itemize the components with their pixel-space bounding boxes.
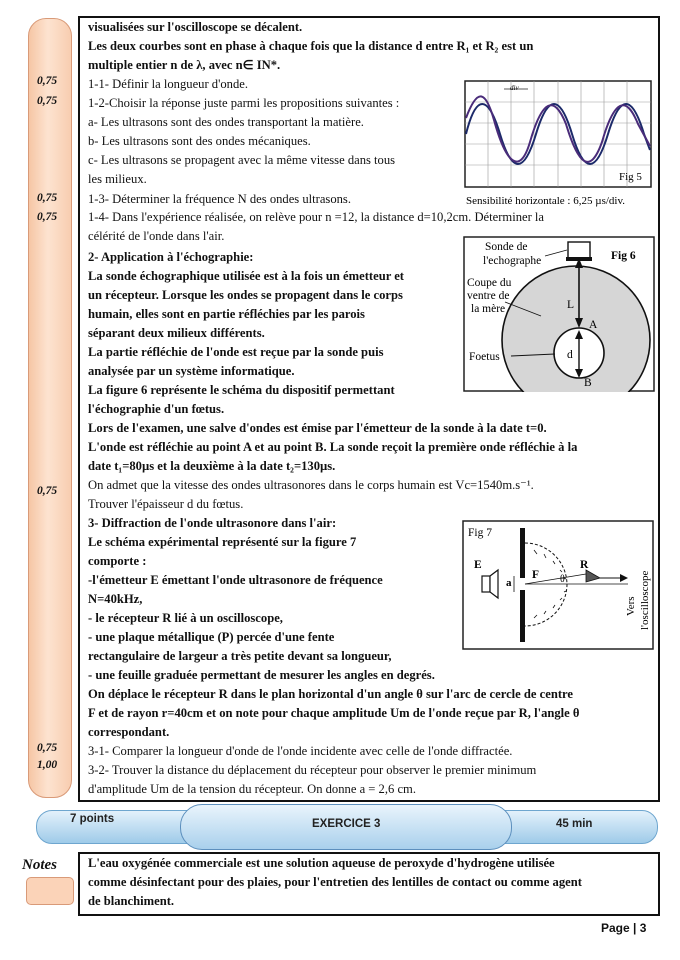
text-line: séparant deux milieux différents.: [88, 326, 265, 340]
score-mark: 0,75: [36, 75, 58, 87]
text-line: comme désinfectant pour des plaies, pour l'entretien des lentilles de contact ou comme agent: [88, 875, 582, 889]
choice-b: b- Les ultrasons sont des ondes mécaniques.: [88, 134, 311, 148]
notes-title: Notes: [22, 857, 57, 873]
text-line: les milieux.: [88, 172, 147, 186]
figure-5-oscilloscope: [464, 80, 654, 210]
fig7-label: Fig 7: [468, 527, 492, 539]
choice-a: a- Les ultrasons sont des ondes transportant la matière.: [88, 115, 364, 129]
score-mark: 1,00: [36, 759, 58, 771]
score-mark: 0,75: [36, 485, 58, 497]
score-mark: 0,75: [36, 192, 58, 204]
text-line: multiple entier n de λ, avec n∈ IN*.: [88, 58, 281, 72]
section-3-title: 3- Diffraction de l'onde ultrasonore dans l'air:: [88, 516, 337, 530]
text-line: Les deux courbes sont en phase à chaque fois que la distance d entre R₁ et R₂ est un: [88, 39, 534, 53]
text-line: L'onde est réfléchie au point A et au point B. La sonde reçoit la première onde réfléchie à la: [88, 440, 578, 454]
text-line: Le schéma expérimental représenté sur la figure 7: [88, 535, 357, 549]
scope-label: Vers: [625, 596, 637, 616]
fig5-caption: Sensibilité horizontale : 6,25 µs/div.: [466, 195, 625, 207]
fetus-label: Foetus: [469, 351, 500, 363]
section-label: Coupe du: [467, 277, 512, 289]
question-3-1: 3-1- Comparer la longueur d'onde de l'onde incidente avec celle de l'onde diffractée.: [88, 744, 513, 758]
text-line: humain, elles sont en partie réfléchies par les parois: [88, 307, 365, 321]
F-label: F: [532, 569, 540, 581]
text-line: N=40kHz,: [88, 592, 143, 606]
notes-box: [26, 877, 74, 905]
probe-label: l'echographe: [483, 255, 542, 267]
text-line: d'amplitude Um de la tension du récepteur. On donne a = 2,6 cm.: [88, 782, 416, 796]
text-line: Lors de l'examen, une salve d'ondes est émise par l'émetteur de la sonde à la date t=0.: [88, 421, 547, 435]
text-line: On déplace le récepteur R dans le plan horizontal d'un angle θ sur l'arc de cercle de centre: [88, 687, 573, 701]
fig5-label: Fig 5: [619, 171, 642, 183]
a-label: a: [506, 577, 512, 589]
question-1-3: 1-3- Déterminer la fréquence N des ondes ultrasons.: [88, 192, 351, 206]
text-line: -l'émetteur E émettant l'onde ultrasonore de fréquence: [88, 573, 383, 587]
question-1-1: 1-1- Définir la longueur d'onde.: [88, 77, 248, 91]
L-label: L: [567, 299, 575, 311]
text-line: correspondant.: [88, 725, 170, 739]
text-line: visualisées sur l'oscilloscope se décalent.: [88, 20, 303, 34]
text-line: - le récepteur R lié à un oscilloscope,: [88, 611, 283, 625]
question-1-4: 1-4- Dans l'expérience réalisée, on relève pour n =12, la distance d=10,2cm. Déterminer la: [88, 210, 545, 224]
text-line: date t₁=80µs et la deuxième à la date t₂=130µs.: [88, 459, 336, 473]
scope-label: l'oscilloscope: [639, 570, 651, 630]
section-label: ventre de: [467, 290, 510, 302]
figure-6-echography: [463, 236, 655, 392]
text-line: La partie réfléchie de l'onde est reçue par la sonde puis: [88, 345, 384, 359]
text-line: La sonde échographique utilisée est à la fois un émetteur et: [88, 269, 404, 283]
section-label: la mère: [471, 303, 506, 315]
score-mark: 0,75: [36, 211, 58, 223]
figure-7-diffraction: [462, 520, 654, 650]
section-2-title: 2- Application à l'échographie:: [88, 250, 254, 264]
fig6-label: Fig 6: [611, 250, 636, 262]
text-line: de blanchiment.: [88, 894, 175, 908]
text-line: - une plaque métallique (P) percée d'une fente: [88, 630, 335, 644]
question-3-2: 3-2- Trouver la distance du déplacement du récepteur pour observer le premier minimum: [88, 763, 537, 777]
text-line: l'échographie d'un fœtus.: [88, 402, 225, 416]
B-label: B: [584, 377, 592, 389]
text-line: L'eau oxygénée commerciale est une solution aqueuse de peroxyde d'hydrogène utilisée: [88, 856, 555, 870]
div-label: div: [510, 84, 519, 92]
question-2: Trouver l'épaisseur d du fœtus.: [88, 497, 244, 511]
text-line: rectangulaire de largeur a très petite devant sa longueur,: [88, 649, 392, 663]
score-mark: 0,75: [36, 95, 58, 107]
page-number: Page | 3: [601, 921, 647, 935]
text-line: F et de rayon r=40cm et on note pour chaque amplitude Um de l'onde reçue par R, l'angle θ: [88, 706, 580, 720]
E-label: E: [474, 559, 482, 571]
exercise-title: EXERCICE 3: [312, 818, 381, 830]
points-label: 7 points: [70, 813, 115, 825]
text-line: célérité de l'onde dans l'air.: [88, 229, 225, 243]
score-mark: 0,75: [36, 742, 58, 754]
theta-label: θ: [560, 574, 565, 585]
R-label: R: [580, 559, 589, 571]
d-label: d: [567, 349, 573, 361]
choice-c: c- Les ultrasons se propagent avec la même vitesse dans tous: [88, 153, 396, 167]
text-line: La figure 6 représente le schéma du dispositif permettant: [88, 383, 395, 397]
text-line: On admet que la vitesse des ondes ultrasonores dans le corps humain est Vc=1540m.s⁻¹.: [88, 478, 534, 492]
probe-label: Sonde de: [485, 241, 528, 253]
score-column: [28, 18, 72, 798]
text-line: comporte :: [88, 554, 147, 568]
A-label: A: [589, 319, 598, 331]
text-line: analysée par un système informatique.: [88, 364, 295, 378]
text-line: un récepteur. Lorsque les ondes se propagent dans le corps: [88, 288, 403, 302]
time-label: 45 min: [556, 818, 593, 830]
text-line: - une feuille graduée permettant de mesurer les angles en degrés.: [88, 668, 435, 682]
question-1-2: 1-2-Choisir la réponse juste parmi les propositions suivantes :: [88, 96, 400, 110]
